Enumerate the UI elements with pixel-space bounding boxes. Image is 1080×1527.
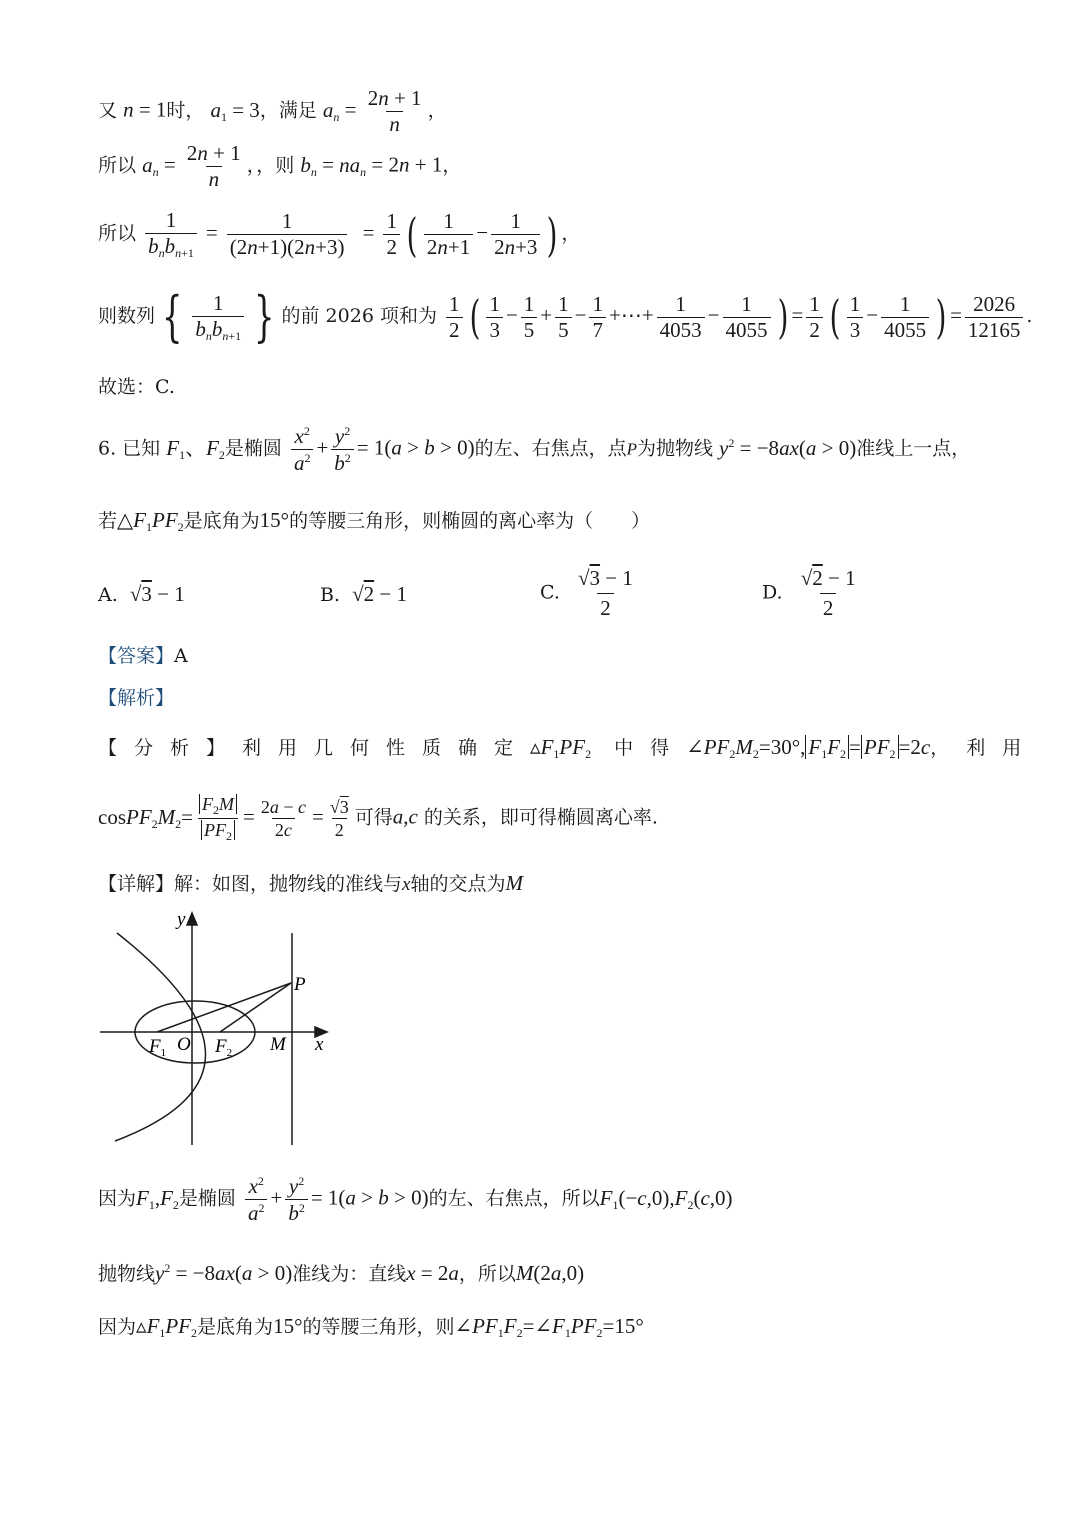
detail-line-3: 抛物线$y^2 = -8ax(a > 0)$准线为：直线x = 2a，所以M(2a,0) bbox=[98, 1261, 585, 1285]
solution-line-2: 所以 $a_n$ = $\frac{2n + 1}{n}$ ，，则 $b_n = na_n = 2n + 1$， bbox=[98, 141, 462, 191]
option-a: A. √3 − 1 bbox=[98, 582, 185, 606]
analysis-line-2: $cosPF_2M_2=$ $\frac{F_2M}{PF_2}$ = $\frac{2a - c}{2c}$ = $\frac{√3}{2}$ 可得a,c 的关系，即可得椭圆离心率. bbox=[98, 794, 658, 843]
solution-line-3: 所以 $\frac{1}{b_nb_{n+1}}$ = $\frac{1}{(2n+1)(2n+3)}$ = $\frac{1}{2}$ ( $\frac{1}{2n+1}$ − $\frac{1}{2n+3}$ ) ， bbox=[98, 207, 581, 262]
point-p-label: P bbox=[294, 974, 306, 995]
option-c: C. $\frac{√3 - 1}{2}$ bbox=[540, 566, 633, 620]
x-axis-label: x bbox=[315, 1034, 324, 1055]
sum-result: $\frac{2026}{12165}$ bbox=[965, 294, 1024, 341]
detail-line: 【详解】解：如图，抛物线的准线与x轴的交点为M bbox=[98, 871, 523, 895]
formula-fraction: $\frac{2n + 1}{n}$ bbox=[367, 86, 422, 136]
solution-line-1: 又 n = 1时， $a_1 = 3$，满足 $a_n$ = $\frac{2n + 1}{n}$ ， bbox=[98, 86, 447, 136]
analysis-heading: 【解析】 bbox=[98, 687, 175, 709]
point-m-label: M bbox=[270, 1034, 286, 1055]
detail-line-2: 因为$F_1,F_2$是椭圆 $\frac{x^2}{a^2}$ + $\frac{y^2}{b^2}$ = 1(a > b > 0)的左、右焦点，所以$F_1(-c,0),F_2(c,0)$ bbox=[98, 1174, 733, 1225]
solution-conclusion: 故选：C. bbox=[98, 376, 175, 398]
ellipse-parabola-figure bbox=[95, 905, 345, 1150]
question-6-line-1: 6. 已知 $F_1$、$F_2$是椭圆 $\frac{x^2}{a^2}$ + $\frac{y^2}{b^2}$ = 1(a > b > 0)的左、右焦点，点P为抛物线 $y^2 = -8ax(a > 0)$准线上一点， bbox=[98, 424, 971, 475]
origin-label: O bbox=[177, 1034, 191, 1055]
point-f2-label: $F_2$ bbox=[215, 1036, 233, 1059]
y-axis-label: y bbox=[177, 909, 186, 930]
analysis-line-1: 【分析】利用几何性质确定$▵F_1PF_2$ 中得$\angle PF_2M_2=30^\circ$, $F_1F_2 = PF_2 =2c$，利用 bbox=[98, 735, 1039, 761]
point-f1-label: $F_1$ bbox=[149, 1036, 167, 1059]
option-d: D. $\frac{√2 - 1}{2}$ bbox=[762, 566, 856, 620]
answer: 【答案】A bbox=[98, 645, 188, 667]
detail-line-4: 因为$▵F_1PF_2$是底角为15°的等腰三角形，则$\angle PF_1F_2=\angle F_1PF_2=15^\circ$ bbox=[98, 1314, 644, 1340]
question-6-line-2: 若$\triangle F_1PF_2$是底角为15°的等腰三角形，则椭圆的离心率为（ ） bbox=[98, 508, 651, 534]
option-b: B. √2 − 1 bbox=[320, 582, 407, 606]
solution-line-4: 则数列 { $\frac{1}{b_nb_{n+1}}$ } 的前 2026 项和为 $\frac{1}{2}$ ( $\frac{1}{3}$ − $\frac{1}{5}$ + $\frac{1}{5}$ − $\frac{1}{7}$ +⋯+ $\frac{1}{4053}$ − $\frac{1}{4055}$ ) = $\frac{1}{2}$ ( $\frac{1}{3}$ − $\frac{1}{4055}$ ) = $\frac{2026}{12165}$ . bbox=[98, 285, 1033, 348]
